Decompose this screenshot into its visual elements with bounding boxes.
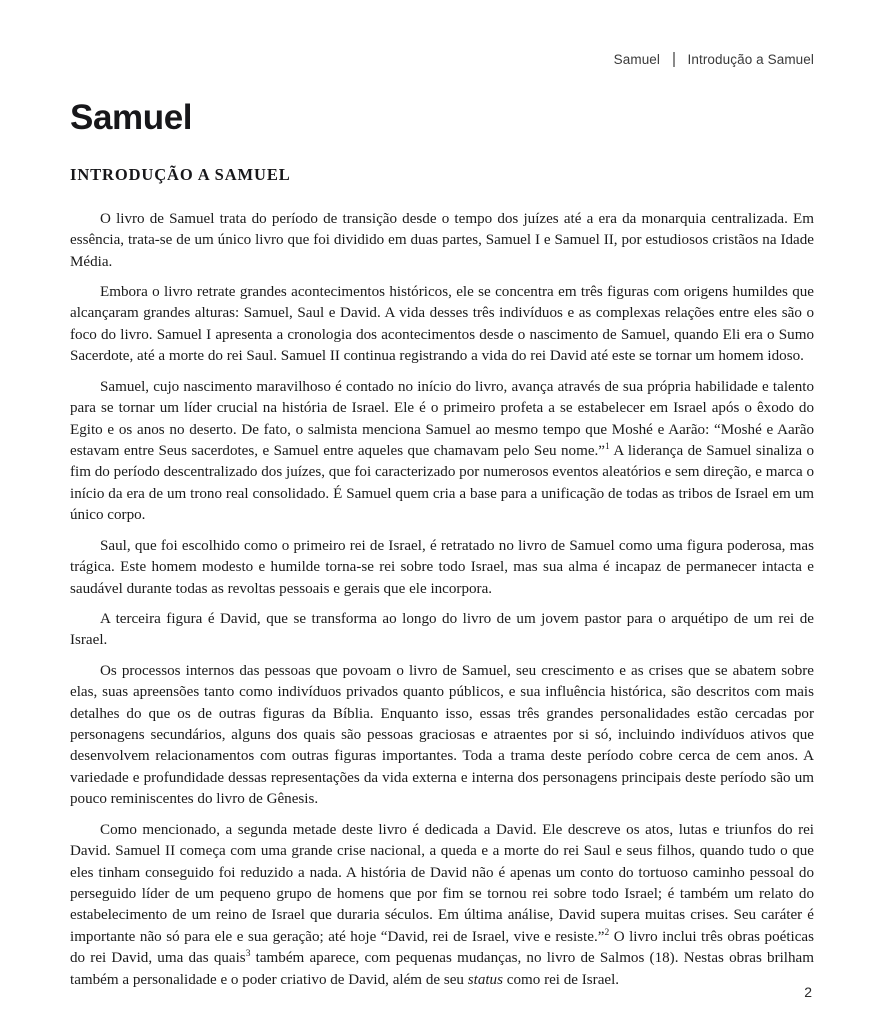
footnote-marker-3[interactable]: 3 — [245, 949, 251, 960]
paragraph-7-text-d: como rei de Israel. — [502, 971, 620, 988]
paragraph-7-text-c: também aparece, com pequenas mudanças, no livro de Salmos (18). Nestas obras brilham também a personalidade e o poder criativo de David, além de seu — [70, 950, 814, 988]
paragraph-7-text-b: O livro inclui três obras poéticas do rei David, uma das quais — [70, 928, 814, 967]
paragraph-7-text-a: Como mencionado, a segunda metade deste livro é dedicada a David. Ele descreve os atos, lutas e triunfos do rei David. Samuel II começa com uma grande crise nacional, a queda e a morte do rei Saul e seus filhos, quando tudo o que eles tinham conseguido foi reduzido a nada. A história de David não é apenas um conto do tortuoso caminho pessoal do perseguido líder de um pequeno grupo de homens que por fim se tornou rei sobre todo Israel; é também um relato do estabelecimento de um reino de Israel que duraria séculos. Em última análise, David supera muitas crises. Seu caráter é importante não só para ele e sua geração; até hoje “David, rei de Israel, vive e resiste.” — [70, 821, 814, 945]
page-number: 2 — [804, 984, 812, 1000]
paragraph-3-text-b: A liderança de Samuel sinaliza o fim do período descentralizado dos juízes, que foi caracterizado por numerosos eventos aleatórios e sem direção, e marca o início da era de um trono real consolidado. É Samuel quem cria a base para a unificação de todas as tribos de Israel em um único corpo. — [70, 442, 814, 524]
running-head-separator-icon — [673, 52, 675, 67]
chapter-title: Samuel — [70, 98, 193, 137]
paragraph-5 — [70, 609, 814, 652]
paragraph-4 — [70, 536, 814, 600]
content-column — [70, 100, 814, 991]
paragraph-2 — [70, 282, 814, 368]
paragraph-6-text: Os processos internos das pessoas que povoam o livro de Samuel, seu crescimento e as crises que se abatem sobre elas, suas apreensões tanto como indivíduos privados quanto públicos, e sua influência histórica, são descritos com mais detalhes do que os de outras figuras da Bíblia. Enquanto isso, essas três grandes personalidades estão cercadas por personagens secundários, alguns dos quais são pessoas graciosas e atraentes por si só, incluindo indivíduos ativos que desenvolvem relacionamentos com outras figuras importantes. Toda a trama deste período cobre cerca de cem anos. A variedade e profundidade dessas representações da vida externa e interna dos personagens principais deste período são um pouco reminiscentes do livro de Gênesis. — [70, 662, 814, 808]
paragraph-3-text-a: Samuel, cujo nascimento maravilhoso é contado no início do livro, avança através de sua própria habilidade e talento para se tornar um líder crucial na história de Israel. Ele é o primeiro profeta a se estabelecer em Israel após o êxodo do Egito e os anos no deserto. De fato, o salmista menciona Samuel ao mesmo tempo que Moshé e Aarão: “Moshé e Aarão estavam entre Seus sacerdotes, e Samuel entre aqueles que chamavam pelo Seu nome.” — [70, 378, 814, 459]
footnote-marker-1[interactable]: 1 — [605, 441, 610, 452]
paragraph-7 — [70, 820, 814, 991]
paragraph-2-text: Embora o livro retrate grandes acontecimentos históricos, ele se concentra em três figuras com origens humildes que alcançaram grandes alturas: Samuel, Saul e David. A vida desses três indivíduos e as complexas relações entre eles são o foco do livro. Samuel I apresenta a cronologia dos acontecimentos desde o nascimento de Samuel, quando Eli era o Sumo Sacerdote, até a morte do rei Saul. Samuel II continua registrando a vida do rei David até este se tornar um homem idoso. — [70, 284, 814, 365]
paragraph-1-text: O livro de Samuel trata do período de transição desde o tempo dos juízes até a era da monarquia centralizada. Em essência, trata-se de um único livro que foi dividido em duas partes, Samuel I e Samuel II, por estudiosos cristãos na Idade Média. — [70, 210, 814, 270]
paragraph-7-italic-status: status — [467, 971, 503, 988]
paragraph-1 — [70, 209, 814, 273]
paragraph-5-text: A terceira figura é David, que se transforma ao longo do livro de um jovem pastor para o arquétipo de um rei de Israel. — [70, 610, 814, 649]
running-head — [614, 52, 814, 67]
paragraph-3 — [70, 377, 814, 527]
section-title: INTRODUÇÃO A SAMUEL — [70, 164, 291, 184]
paragraph-4-text: Saul, que foi escolhido como o primeiro rei de Israel, é retratado no livro de Samuel como uma figura poderosa, mas trágica. Este homem modesto e humilde torna-se rei sobre todo Israel, mas sua alma é incapaz de permanecer intacta e saudável durante todas as revoltas pessoais e gerais que ele incorpora. — [70, 537, 814, 597]
paragraph-6 — [70, 661, 814, 811]
running-head-book: Samuel — [613, 52, 661, 67]
footnote-marker-2[interactable]: 2 — [604, 927, 610, 938]
running-head-section: Introdução a Samuel — [687, 52, 814, 67]
body-text — [70, 209, 814, 991]
